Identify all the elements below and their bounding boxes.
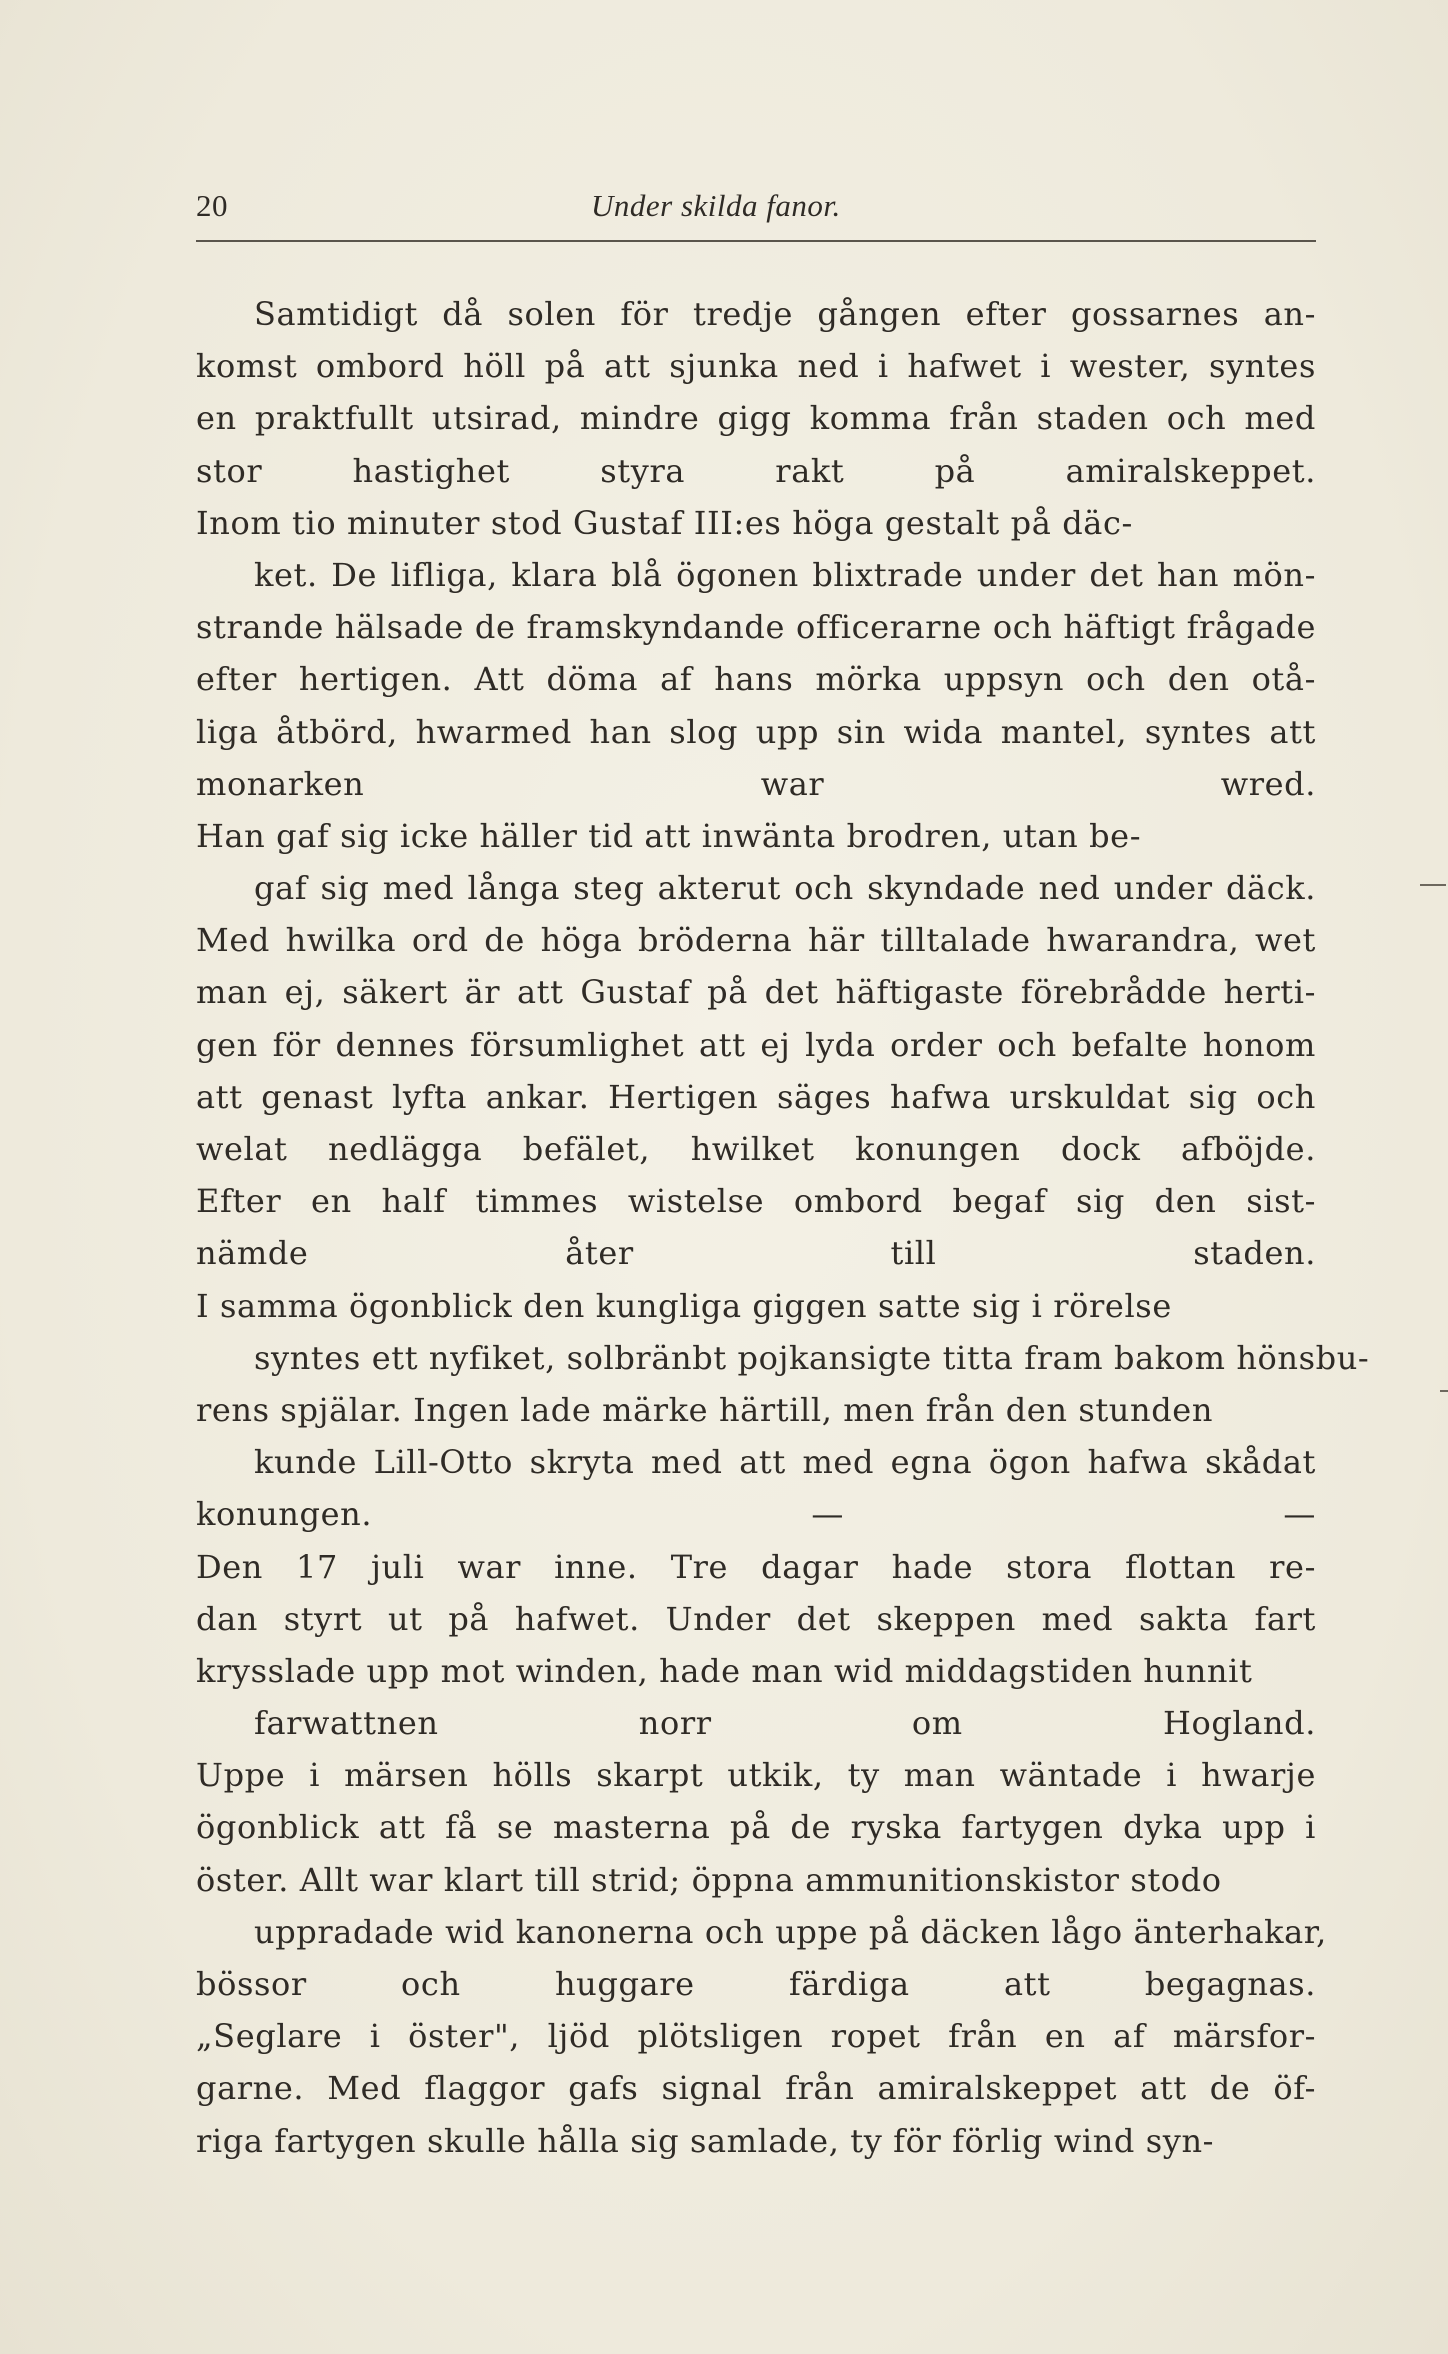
text-line: strande hälsade de framskyndande officerarne och häftigt frågade xyxy=(196,608,1316,647)
text-line: dan styrt ut på hafwet. Under det skeppen med sakta fart xyxy=(196,1599,1316,1638)
page-number: 20 xyxy=(196,188,228,223)
text-line: Med hwilka ord de höga bröderna här tilltalade hwarandra, wet xyxy=(196,921,1316,960)
text-line: farwattnen norr om Hogland. xyxy=(254,1704,1316,1743)
text-line: efter hertigen. Att döma af hans mörka uppsyn och den otå- xyxy=(196,660,1316,699)
text-line: Inom tio minuter stod Gustaf III:es höga gestalt på däc- xyxy=(196,503,1133,542)
text-line: Han gaf sig icke häller tid att inwänta brodren, utan be- xyxy=(196,816,1142,855)
text-line: en praktfullt utsirad, mindre gigg komma från staden och med xyxy=(196,399,1316,438)
text-line: uppradade wid kanonerna och uppe på däcken lågo änterhakar, xyxy=(254,1912,1327,1951)
text-line: ögonblick att få se masterna på de ryska fartygen dyka upp i xyxy=(196,1808,1316,1847)
margin-mark xyxy=(1420,884,1446,886)
running-head xyxy=(196,188,1316,238)
text-line: stor hastighet styra rakt på amiralskeppet. xyxy=(196,451,1316,490)
text-line: man ej, säkert är att Gustaf på det häftigaste förebrådde herti- xyxy=(196,973,1316,1012)
text-line: liga åtbörd, hwarmed han slog upp sin wida mantel, syntes att xyxy=(196,712,1316,751)
text-line: krysslade upp mot winden, hade man wid middagstiden hunnit xyxy=(196,1651,1253,1690)
text-line: öster. Allt war klart till strid; öppna ammunitionskistor stodo xyxy=(196,1860,1222,1899)
text-line: gen för dennes försumlighet att ej lyda order och befalte honom xyxy=(196,1025,1316,1064)
text-line: Samtidigt då solen för tredje gången efter gossarnes an- xyxy=(254,295,1316,333)
text-line: monarken war wred. xyxy=(196,764,1316,803)
text-line: rens spjälar. Ingen lade märke härtill, men från den stunden xyxy=(196,1390,1214,1429)
text-line: riga fartygen skulle hålla sig samlade, ty för förlig wind syn- xyxy=(196,2121,1215,2160)
header-rule xyxy=(196,240,1316,242)
text-line: garne. Med flaggor gafs signal från amiralskeppet att de öf- xyxy=(196,2069,1316,2108)
text-line: kunde Lill-Otto skryta med att med egna ögon hafwa skådat xyxy=(254,1443,1316,1482)
text-line: Uppe i märsen hölls skarpt utkik, ty man wäntade i hwarje xyxy=(196,1756,1316,1795)
body-text xyxy=(196,288,1370,2167)
text-line: I samma ögonblick den kungliga giggen satte sig i rörelse xyxy=(196,1286,1172,1325)
margin-mark xyxy=(1440,1390,1448,1392)
text-line: welat nedlägga befälet, hwilket konungen dock afböjde. xyxy=(196,1130,1316,1168)
text-line: Den 17 juli war inne. Tre dagar hade stora flottan re- xyxy=(196,1547,1316,1586)
text-line: ket. De lifliga, klara blå ögonen blixtrade under det han mön- xyxy=(254,555,1316,594)
running-title: Under skilda fanor. xyxy=(591,188,841,223)
text-line: „Seglare i öster", ljöd plötsligen ropet från en af märsfor- xyxy=(196,2017,1316,2056)
text-line: syntes ett nyfiket, solbränbt pojkansigte titta fram bakom hönsbu- xyxy=(254,1338,1370,1377)
text-line: konungen. — — xyxy=(196,1495,1316,1534)
text-line: att genast lyfta ankar. Hertigen säges hafwa urskuldat sig och xyxy=(196,1077,1316,1116)
text-line: Efter en half timmes wistelse ombord begaf sig den sist- xyxy=(196,1182,1316,1221)
text-line: gaf sig med långa steg akterut och skyndade ned under däck. xyxy=(254,869,1316,908)
text-line: komst ombord höll på att sjunka ned i hafwet i wester, syntes xyxy=(196,347,1316,386)
text-line: nämde åter till staden. xyxy=(196,1234,1316,1273)
text-line: bössor och huggare färdiga att begagnas. xyxy=(196,1965,1316,2003)
